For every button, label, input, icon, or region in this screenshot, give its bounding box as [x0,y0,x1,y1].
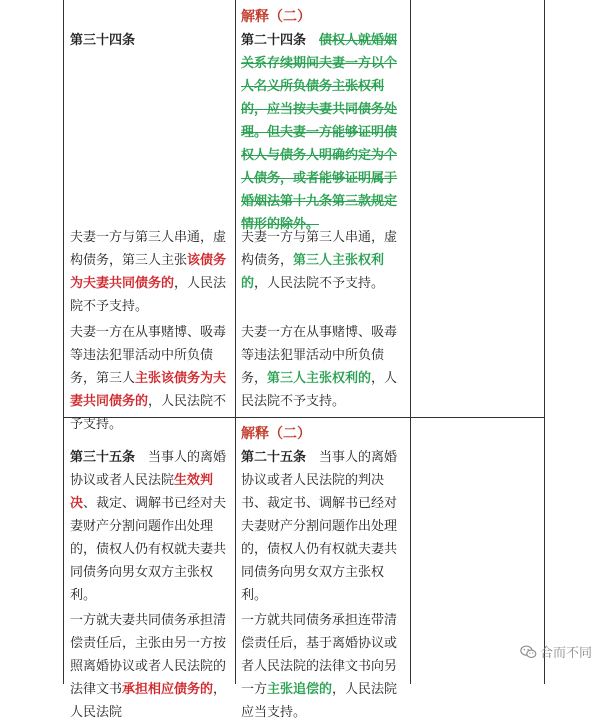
wechat-icon [520,645,537,659]
text: 夫妻一方在从事赌博、吸毒等违法犯罪活动中所负债务，第三人 [70,325,227,386]
interpretation-title: 解释（二） [241,9,311,25]
highlighted-text: 承担相应债务的 [122,682,214,697]
text: 一方就夫妻共同债务承担清偿责任后，主张由另一方按照离婚协议或者人民法院的法律文书 [70,613,227,697]
text: 当事人的离婚协议或者人民法院 [70,450,227,488]
text: 夫妻一方与第三人串通，虚构债务， [241,230,398,268]
watermark-text: 合而不同 [539,646,592,661]
article-heading: 第二十四条 [241,33,307,48]
text: ，人民法院不予支持。 [241,371,398,409]
article-heading: 第三十五条 [70,450,136,465]
highlighted-text: 第三人主张权利的 [267,371,372,386]
right-cell-paragraph-1 [241,226,407,295]
text: ，人民法院应当支持。 [241,682,398,720]
article-heading: 第三十四条 [70,33,136,48]
table-column-divider [410,0,411,684]
deleted-text: 债权人就婚姻关系存续期间夫妻一方以个人名义所负债务主张权利的，应当按夫妻共同债务处理。但夫妻一方能够证明债权人与债务人明确约定为个人债务，或者能够证明属于婚姻法第十九条第三款规定情形的除外。 [241,33,398,232]
highlighted-text: 主张该债务为夫妻共同债务的 [70,371,227,409]
text: ，人民法院不予支持。 [70,276,227,314]
interpretation-title: 解释（二） [241,426,311,442]
watermark [520,642,592,661]
text: 当事人的离婚协议或者人民法院的判决书、裁定书、调解书已经对夫妻财产分割问题作出处理的，债权人仍有权就夫妻共同债务向男女双方主张权利。 [241,450,398,603]
right-cell-interpretation-2 [241,6,407,236]
left-cell-paragraph-1 [70,226,231,318]
text: 夫妻一方在从事赌博、吸毒等违法犯罪活动中所负债务， [241,325,398,386]
right-cell-paragraph-2 [241,321,407,413]
text: 、裁定、调解书已经对夫妻财产分割问题作出处理的，债权人仍有权就夫妻共同债务向男女双方主张权利。 [70,496,227,603]
highlighted-text: 第三人主张权利的 [241,253,385,291]
highlighted-text: 主张追偿的 [267,682,333,697]
left-cell-article-34 [70,29,230,52]
highlighted-text: 该债务为夫妻共同债务的 [70,253,227,291]
left-cell-article-35 [70,446,231,724]
table-border-left [63,0,64,684]
text: 一方就共同债务承担连带清偿责任后，基于离婚协议或者人民法院的法律文书向另一方 [241,613,398,697]
table-column-divider [235,0,236,684]
text: ，人民法院不予支持。 [70,394,227,432]
text: ，人民法院 [70,682,227,720]
highlighted-text: 生效判决 [70,473,214,511]
text: ，人民法院不予支持。 [254,276,385,291]
table-border-right [544,0,545,684]
article-heading: 第二十五条 [241,450,307,465]
text: 夫妻一方与第三人串通，虚构债务，第三人主张 [70,230,227,268]
left-cell-paragraph-2 [70,321,231,436]
right-cell-article-25 [241,423,407,724]
